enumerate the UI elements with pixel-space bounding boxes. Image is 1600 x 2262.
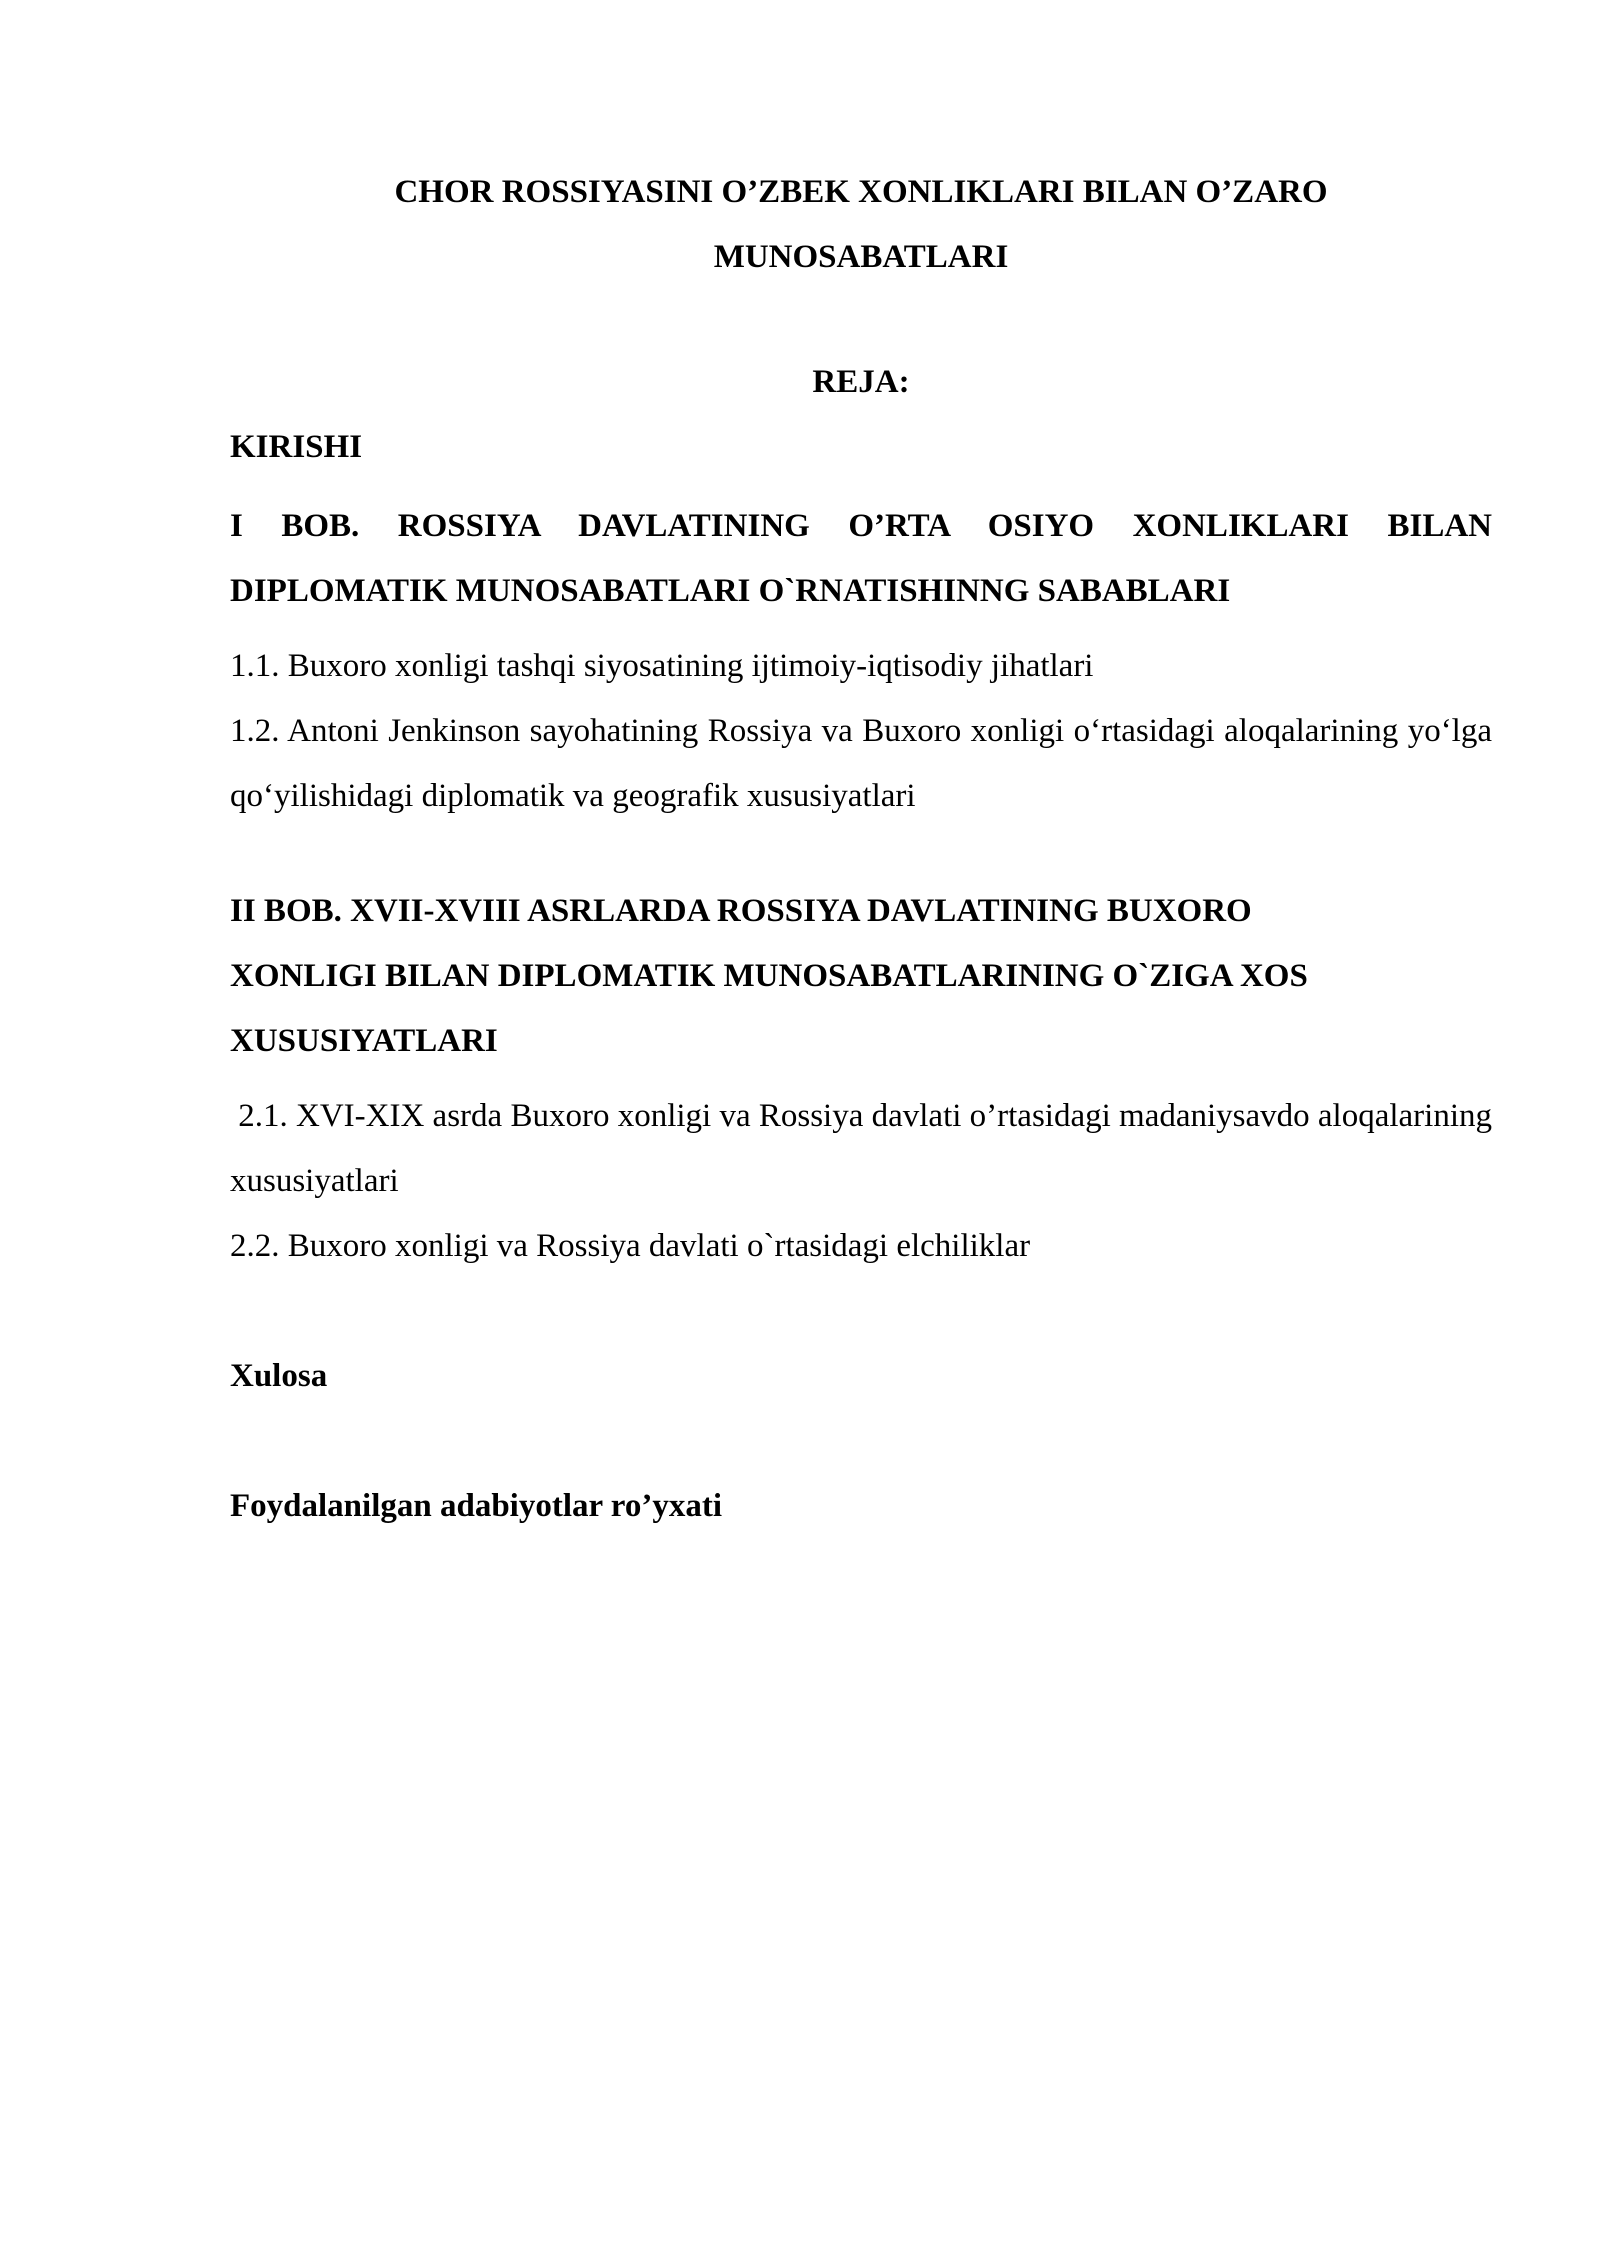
section-2-1: 2.1. XVI-XIX asrda Buxoro xonligi va Rossiya davlati o’rtasidagi madaniysavdo aloqalarining xususiyatlari bbox=[230, 1098, 1501, 1199]
intro-heading: KIRISHI bbox=[230, 429, 363, 465]
spacer bbox=[230, 1409, 1492, 1474]
chapter-2-title-line-3: XUSUSIYATLARI bbox=[230, 1023, 498, 1059]
spacer bbox=[230, 290, 1492, 350]
title-line-2: MUNOSABATLARI bbox=[713, 239, 1009, 275]
plan-heading: REJA: bbox=[812, 364, 910, 400]
chapter-2-title bbox=[230, 879, 1492, 1074]
conclusion-heading: Xulosa bbox=[230, 1358, 328, 1394]
references-heading: Foydalanilgan adabiyotlar ro’yxati bbox=[230, 1488, 723, 1524]
spacer bbox=[230, 829, 1492, 879]
section-1-2: 1.2. Antoni Jenkinson sayohatining Rossiya va Buxoro xonligi o‘rtasidagi aloqalarining yo‘lga qo‘yilishidagi diplomatik va geografik xususiyatlari bbox=[230, 713, 1492, 814]
chapter-1-title: I BOB. ROSSIYA DAVLATINING O’RTA OSIYO XONLIKLARI BILAN DIPLOMATIK MUNOSABATLARI O`RNATISHINNG SABABLARI bbox=[230, 508, 1492, 609]
section-1-1: 1.1. Buxoro xonligi tashqi siyosatining ijtimoiy-iqtisodiy jihatlari bbox=[230, 648, 1094, 684]
chapter-2-title-line-1: II BOB. XVII-XVIII ASRLARDA ROSSIYA DAVLATINING BUXORO bbox=[230, 893, 1252, 929]
document-content bbox=[230, 160, 1501, 1539]
chapter-2-title-line-2: XONLIGI BILAN DIPLOMATIK MUNOSABATLARINING O`ZIGA XOS bbox=[230, 958, 1308, 994]
section-2-2: 2.2. Buxoro xonligi va Rossiya davlati o`rtasidagi elchiliklar bbox=[230, 1228, 1031, 1264]
spacer bbox=[230, 1074, 1492, 1084]
spacer bbox=[230, 1279, 1492, 1344]
title-line-1: CHOR ROSSIYASINI O’ZBEK XONLIKLARI BILAN O’ZARO bbox=[394, 174, 1328, 210]
spacer bbox=[230, 624, 1492, 634]
document-title bbox=[230, 160, 1492, 290]
